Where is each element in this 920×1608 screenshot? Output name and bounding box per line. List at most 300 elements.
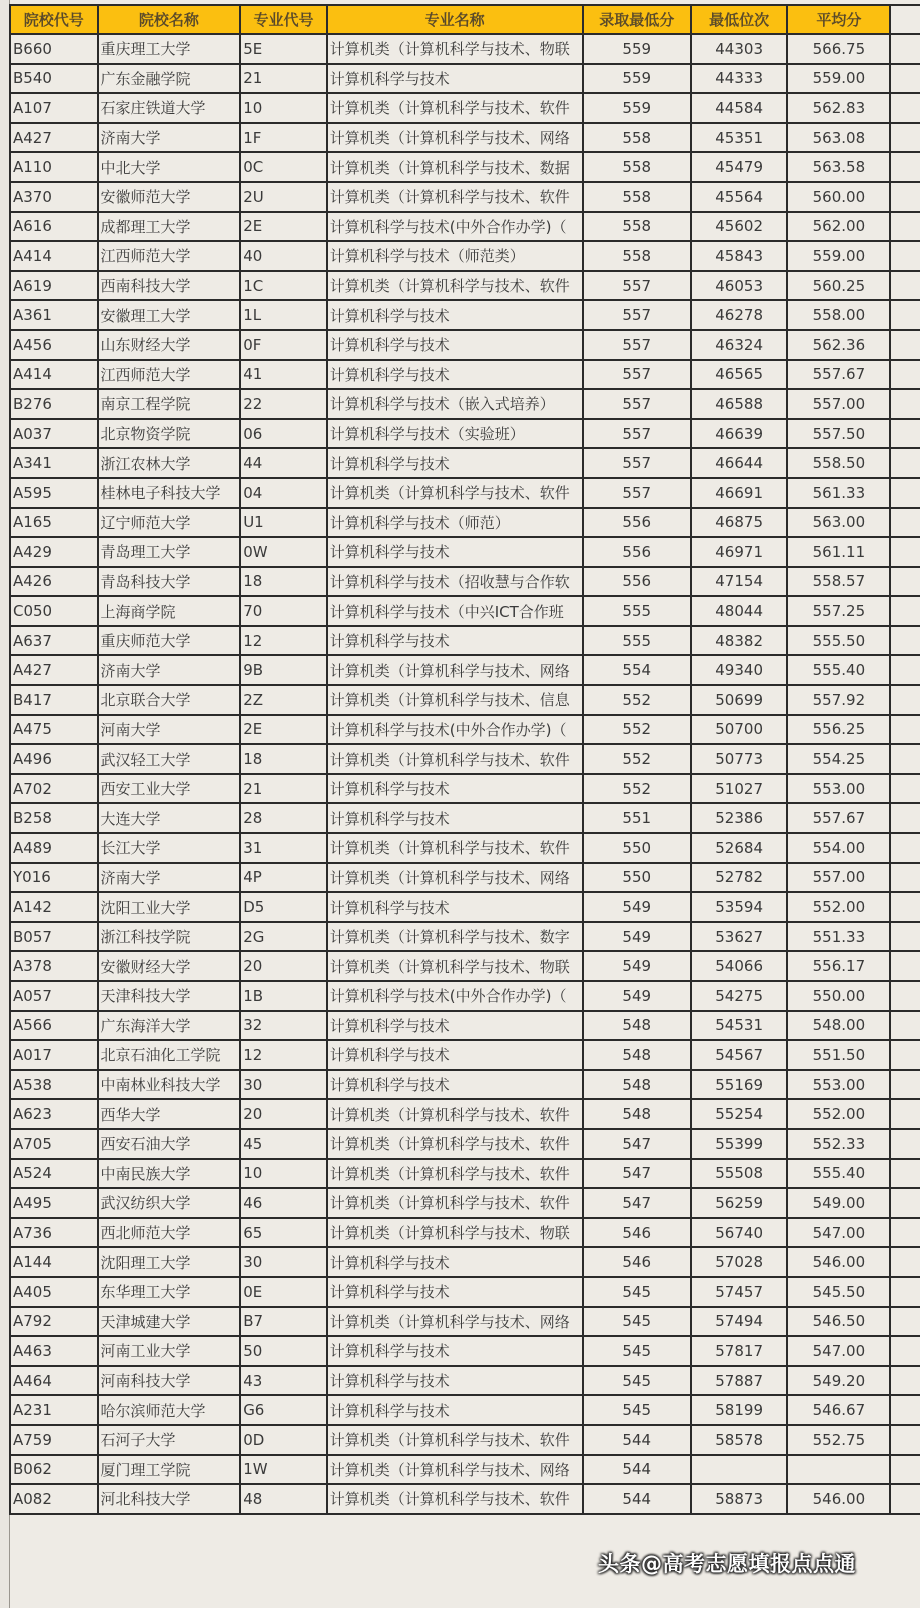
cell-school-code[interactable]: A538 <box>10 1070 98 1100</box>
cell-extra[interactable] <box>890 64 920 94</box>
cell-min-rank[interactable]: 57887 <box>691 1366 787 1396</box>
cell-major-code[interactable]: 30 <box>240 1070 327 1100</box>
cell-extra[interactable] <box>890 1336 920 1366</box>
cell-school-name[interactable]: 河南科技大学 <box>98 1366 241 1396</box>
cell-avg-score[interactable]: 550.00 <box>787 981 890 1011</box>
cell-extra[interactable] <box>890 271 920 301</box>
cell-min-rank[interactable]: 50773 <box>691 744 787 774</box>
cell-avg-score[interactable]: 558.00 <box>787 300 890 330</box>
cell-avg-score[interactable]: 546.50 <box>787 1307 890 1337</box>
cell-avg-score[interactable]: 562.36 <box>787 330 890 360</box>
cell-major-code[interactable]: 22 <box>240 389 327 419</box>
cell-min-score[interactable]: 547 <box>583 1159 691 1189</box>
cell-min-rank[interactable]: 54066 <box>691 951 787 981</box>
cell-min-rank[interactable]: 52782 <box>691 863 787 893</box>
cell-major-name[interactable]: 计算机科学与技术 <box>327 360 583 390</box>
cell-min-rank[interactable]: 46565 <box>691 360 787 390</box>
cell-avg-score[interactable]: 557.00 <box>787 863 890 893</box>
cell-major-code[interactable]: 2E <box>240 212 327 242</box>
cell-min-score[interactable]: 558 <box>583 123 691 153</box>
cell-avg-score[interactable]: 557.00 <box>787 389 890 419</box>
cell-school-code[interactable]: A702 <box>10 774 98 804</box>
cell-min-score[interactable]: 555 <box>583 626 691 656</box>
cell-min-rank[interactable]: 46875 <box>691 508 787 538</box>
cell-avg-score[interactable]: 561.11 <box>787 537 890 567</box>
cell-min-score[interactable]: 545 <box>583 1336 691 1366</box>
cell-extra[interactable] <box>890 1188 920 1218</box>
cell-school-name[interactable]: 哈尔滨师范大学 <box>98 1395 241 1425</box>
cell-avg-score[interactable]: 562.83 <box>787 93 890 123</box>
cell-major-name[interactable]: 计算机类（计算机科学与技术、软件 <box>327 833 583 863</box>
cell-major-code[interactable]: 1B <box>240 981 327 1011</box>
cell-avg-score[interactable]: 549.00 <box>787 1188 890 1218</box>
cell-extra[interactable] <box>890 34 920 64</box>
cell-min-score[interactable]: 557 <box>583 419 691 449</box>
cell-extra[interactable] <box>890 567 920 597</box>
cell-min-rank[interactable]: 46588 <box>691 389 787 419</box>
cell-extra[interactable] <box>890 182 920 212</box>
cell-min-rank[interactable]: 46324 <box>691 330 787 360</box>
cell-avg-score[interactable]: 562.00 <box>787 212 890 242</box>
cell-major-code[interactable]: 12 <box>240 626 327 656</box>
cell-major-code[interactable]: 0W <box>240 537 327 567</box>
cell-major-name[interactable]: 计算机科学与技术(中外合作办学)（ <box>327 981 583 1011</box>
cell-min-rank[interactable]: 58199 <box>691 1395 787 1425</box>
cell-school-name[interactable]: 北京石油化工学院 <box>98 1040 241 1070</box>
cell-min-rank[interactable]: 52684 <box>691 833 787 863</box>
cell-school-code[interactable]: A524 <box>10 1159 98 1189</box>
cell-school-name[interactable]: 济南大学 <box>98 123 241 153</box>
cell-major-code[interactable]: 65 <box>240 1218 327 1248</box>
cell-min-rank[interactable]: 46278 <box>691 300 787 330</box>
cell-school-name[interactable]: 济南大学 <box>98 655 241 685</box>
cell-major-code[interactable]: 12 <box>240 1040 327 1070</box>
cell-extra[interactable] <box>890 1040 920 1070</box>
cell-major-name[interactable]: 计算机科学与技术 <box>327 64 583 94</box>
cell-min-score[interactable]: 554 <box>583 655 691 685</box>
cell-min-score[interactable]: 552 <box>583 774 691 804</box>
cell-extra[interactable] <box>890 951 920 981</box>
cell-major-name[interactable]: 计算机类（计算机科学与技术、网络 <box>327 1307 583 1337</box>
cell-avg-score[interactable]: 563.00 <box>787 508 890 538</box>
cell-major-name[interactable]: 计算机类（计算机科学与技术、数据 <box>327 152 583 182</box>
cell-min-rank[interactable]: 54531 <box>691 1011 787 1041</box>
cell-min-rank[interactable]: 46691 <box>691 478 787 508</box>
cell-min-rank[interactable]: 45602 <box>691 212 787 242</box>
cell-major-name[interactable]: 计算机科学与技术 <box>327 448 583 478</box>
cell-major-code[interactable]: 10 <box>240 1159 327 1189</box>
cell-school-name[interactable]: 石河子大学 <box>98 1425 241 1455</box>
cell-min-rank[interactable]: 46053 <box>691 271 787 301</box>
cell-extra[interactable] <box>890 1455 920 1485</box>
cell-major-code[interactable]: 1W <box>240 1455 327 1485</box>
header-school-name[interactable]: 院校名称 <box>98 5 241 34</box>
cell-min-rank[interactable]: 47154 <box>691 567 787 597</box>
cell-min-rank[interactable]: 55254 <box>691 1099 787 1129</box>
cell-school-name[interactable]: 江西师范大学 <box>98 360 241 390</box>
cell-school-code[interactable]: A414 <box>10 360 98 390</box>
cell-extra[interactable] <box>890 1277 920 1307</box>
cell-major-code[interactable]: 06 <box>240 419 327 449</box>
cell-avg-score[interactable]: 546.00 <box>787 1484 890 1514</box>
cell-major-name[interactable]: 计算机科学与技术 <box>327 774 583 804</box>
cell-min-rank[interactable]: 54275 <box>691 981 787 1011</box>
header-major-name[interactable]: 专业名称 <box>327 5 583 34</box>
cell-school-name[interactable]: 广东海洋大学 <box>98 1011 241 1041</box>
cell-extra[interactable] <box>890 330 920 360</box>
cell-min-score[interactable]: 545 <box>583 1307 691 1337</box>
cell-avg-score[interactable]: 547.00 <box>787 1336 890 1366</box>
cell-major-name[interactable]: 计算机科学与技术 <box>327 1040 583 1070</box>
cell-extra[interactable] <box>890 241 920 271</box>
cell-major-name[interactable]: 计算机科学与技术 <box>327 1336 583 1366</box>
cell-school-code[interactable]: A759 <box>10 1425 98 1455</box>
cell-avg-score[interactable]: 553.00 <box>787 1070 890 1100</box>
cell-major-code[interactable]: 9B <box>240 655 327 685</box>
cell-major-name[interactable]: 计算机科学与技术（师范类） <box>327 241 583 271</box>
cell-min-score[interactable]: 557 <box>583 448 691 478</box>
cell-min-rank[interactable]: 45479 <box>691 152 787 182</box>
cell-min-score[interactable]: 557 <box>583 300 691 330</box>
cell-major-code[interactable]: 04 <box>240 478 327 508</box>
cell-min-score[interactable]: 550 <box>583 863 691 893</box>
cell-min-rank[interactable]: 48382 <box>691 626 787 656</box>
cell-school-name[interactable]: 河南大学 <box>98 715 241 745</box>
header-extra-column[interactable] <box>890 5 920 34</box>
cell-major-name[interactable]: 计算机科学与技术 <box>327 1395 583 1425</box>
cell-school-code[interactable]: A616 <box>10 212 98 242</box>
cell-school-name[interactable]: 山东财经大学 <box>98 330 241 360</box>
cell-major-name[interactable]: 计算机科学与技术 <box>327 626 583 656</box>
cell-school-code[interactable]: A456 <box>10 330 98 360</box>
cell-school-code[interactable]: A623 <box>10 1099 98 1129</box>
cell-min-score[interactable]: 558 <box>583 152 691 182</box>
cell-major-name[interactable]: 计算机科学与技术（师范） <box>327 508 583 538</box>
cell-school-name[interactable]: 天津城建大学 <box>98 1307 241 1337</box>
cell-major-name[interactable]: 计算机科学与技术（嵌入式培养） <box>327 389 583 419</box>
cell-min-score[interactable]: 547 <box>583 1188 691 1218</box>
cell-major-code[interactable]: 32 <box>240 1011 327 1041</box>
cell-school-code[interactable]: A341 <box>10 448 98 478</box>
cell-min-score[interactable]: 557 <box>583 271 691 301</box>
cell-extra[interactable] <box>890 685 920 715</box>
cell-extra[interactable] <box>890 152 920 182</box>
cell-min-score[interactable]: 545 <box>583 1277 691 1307</box>
cell-major-code[interactable]: 0D <box>240 1425 327 1455</box>
cell-min-rank[interactable]: 46639 <box>691 419 787 449</box>
cell-major-name[interactable]: 计算机类（计算机科学与技术、物联 <box>327 34 583 64</box>
cell-major-code[interactable]: 20 <box>240 1099 327 1129</box>
cell-min-score[interactable]: 556 <box>583 537 691 567</box>
cell-min-rank[interactable]: 54567 <box>691 1040 787 1070</box>
cell-school-name[interactable]: 北京联合大学 <box>98 685 241 715</box>
cell-school-code[interactable]: B258 <box>10 803 98 833</box>
cell-min-rank[interactable]: 56259 <box>691 1188 787 1218</box>
cell-school-name[interactable]: 济南大学 <box>98 863 241 893</box>
cell-major-name[interactable]: 计算机类（计算机科学与技术、网络 <box>327 123 583 153</box>
cell-school-code[interactable]: A144 <box>10 1247 98 1277</box>
cell-extra[interactable] <box>890 448 920 478</box>
cell-min-score[interactable]: 557 <box>583 478 691 508</box>
cell-avg-score[interactable]: 559.00 <box>787 64 890 94</box>
cell-min-rank[interactable]: 56740 <box>691 1218 787 1248</box>
cell-school-name[interactable]: 青岛理工大学 <box>98 537 241 567</box>
cell-min-score[interactable]: 548 <box>583 1040 691 1070</box>
cell-major-name[interactable]: 计算机科学与技术 <box>327 1277 583 1307</box>
cell-school-code[interactable]: A378 <box>10 951 98 981</box>
cell-min-rank[interactable]: 46644 <box>691 448 787 478</box>
cell-avg-score[interactable]: 557.25 <box>787 596 890 626</box>
cell-major-code[interactable]: B7 <box>240 1307 327 1337</box>
cell-min-rank[interactable]: 45564 <box>691 182 787 212</box>
cell-major-name[interactable]: 计算机类（计算机科学与技术、信息 <box>327 685 583 715</box>
cell-major-name[interactable]: 计算机类（计算机科学与技术、软件 <box>327 182 583 212</box>
cell-extra[interactable] <box>890 655 920 685</box>
cell-school-name[interactable]: 安徽财经大学 <box>98 951 241 981</box>
cell-school-name[interactable]: 中南民族大学 <box>98 1159 241 1189</box>
cell-major-name[interactable]: 计算机类（计算机科学与技术、网络 <box>327 655 583 685</box>
cell-avg-score[interactable]: 553.00 <box>787 774 890 804</box>
cell-school-code[interactable]: A495 <box>10 1188 98 1218</box>
cell-major-name[interactable]: 计算机科学与技术（中兴ICT合作班 <box>327 596 583 626</box>
cell-avg-score[interactable]: 546.00 <box>787 1247 890 1277</box>
cell-major-name[interactable]: 计算机类（计算机科学与技术、软件 <box>327 1099 583 1129</box>
cell-min-rank[interactable]: 53627 <box>691 922 787 952</box>
cell-avg-score[interactable]: 558.50 <box>787 448 890 478</box>
cell-min-rank[interactable]: 55399 <box>691 1129 787 1159</box>
cell-min-score[interactable]: 544 <box>583 1455 691 1485</box>
cell-school-code[interactable]: B660 <box>10 34 98 64</box>
header-min-score[interactable]: 录取最低分 <box>583 5 691 34</box>
cell-school-code[interactable]: B062 <box>10 1455 98 1485</box>
cell-major-name[interactable]: 计算机类（计算机科学与技术、软件 <box>327 271 583 301</box>
cell-min-score[interactable]: 545 <box>583 1395 691 1425</box>
cell-extra[interactable] <box>890 596 920 626</box>
cell-school-name[interactable]: 长江大学 <box>98 833 241 863</box>
cell-avg-score[interactable]: 551.33 <box>787 922 890 952</box>
cell-major-name[interactable]: 计算机科学与技术 <box>327 803 583 833</box>
cell-major-code[interactable]: 28 <box>240 803 327 833</box>
cell-major-name[interactable]: 计算机科学与技术 <box>327 537 583 567</box>
cell-major-code[interactable]: 40 <box>240 241 327 271</box>
cell-school-name[interactable]: 沈阳工业大学 <box>98 892 241 922</box>
cell-major-code[interactable]: 0F <box>240 330 327 360</box>
cell-major-code[interactable]: 1C <box>240 271 327 301</box>
cell-avg-score[interactable] <box>787 1455 890 1485</box>
cell-school-name[interactable]: 重庆师范大学 <box>98 626 241 656</box>
cell-min-rank[interactable]: 58578 <box>691 1425 787 1455</box>
cell-major-name[interactable]: 计算机科学与技术 <box>327 1070 583 1100</box>
cell-avg-score[interactable]: 557.67 <box>787 803 890 833</box>
cell-min-score[interactable]: 556 <box>583 508 691 538</box>
cell-min-score[interactable]: 548 <box>583 1070 691 1100</box>
cell-school-code[interactable]: A463 <box>10 1336 98 1366</box>
cell-min-rank[interactable]: 44333 <box>691 64 787 94</box>
cell-major-code[interactable]: G6 <box>240 1395 327 1425</box>
cell-extra[interactable] <box>890 981 920 1011</box>
cell-extra[interactable] <box>890 1395 920 1425</box>
cell-min-score[interactable]: 557 <box>583 360 691 390</box>
cell-avg-score[interactable]: 566.75 <box>787 34 890 64</box>
cell-min-score[interactable]: 549 <box>583 892 691 922</box>
cell-min-score[interactable]: 559 <box>583 34 691 64</box>
cell-major-name[interactable]: 计算机科学与技术 <box>327 1366 583 1396</box>
cell-min-score[interactable]: 549 <box>583 981 691 1011</box>
cell-school-code[interactable]: B057 <box>10 922 98 952</box>
cell-school-code[interactable]: A142 <box>10 892 98 922</box>
cell-school-code[interactable]: A057 <box>10 981 98 1011</box>
cell-school-name[interactable]: 北京物资学院 <box>98 419 241 449</box>
cell-school-code[interactable]: A427 <box>10 655 98 685</box>
cell-school-name[interactable]: 浙江农林大学 <box>98 448 241 478</box>
cell-school-name[interactable]: 安徽理工大学 <box>98 300 241 330</box>
cell-school-code[interactable]: A705 <box>10 1129 98 1159</box>
cell-avg-score[interactable]: 552.75 <box>787 1425 890 1455</box>
cell-school-name[interactable]: 天津科技大学 <box>98 981 241 1011</box>
cell-extra[interactable] <box>890 478 920 508</box>
cell-min-score[interactable]: 547 <box>583 1129 691 1159</box>
cell-school-name[interactable]: 石家庄铁道大学 <box>98 93 241 123</box>
cell-extra[interactable] <box>890 1425 920 1455</box>
cell-extra[interactable] <box>890 419 920 449</box>
cell-major-code[interactable]: 50 <box>240 1336 327 1366</box>
cell-avg-score[interactable]: 556.25 <box>787 715 890 745</box>
cell-school-code[interactable]: A361 <box>10 300 98 330</box>
cell-extra[interactable] <box>890 922 920 952</box>
cell-school-code[interactable]: A736 <box>10 1218 98 1248</box>
cell-school-code[interactable]: A566 <box>10 1011 98 1041</box>
cell-min-score[interactable]: 552 <box>583 685 691 715</box>
cell-school-name[interactable]: 桂林电子科技大学 <box>98 478 241 508</box>
cell-avg-score[interactable]: 561.33 <box>787 478 890 508</box>
cell-school-name[interactable]: 成都理工大学 <box>98 212 241 242</box>
cell-major-name[interactable]: 计算机类（计算机科学与技术、软件 <box>327 1484 583 1514</box>
cell-min-score[interactable]: 558 <box>583 241 691 271</box>
cell-min-score[interactable]: 546 <box>583 1247 691 1277</box>
header-school-code[interactable]: 院校代号 <box>10 5 98 34</box>
cell-school-code[interactable]: A429 <box>10 537 98 567</box>
cell-major-code[interactable]: 21 <box>240 774 327 804</box>
cell-min-score[interactable]: 559 <box>583 64 691 94</box>
cell-extra[interactable] <box>890 1159 920 1189</box>
cell-school-name[interactable]: 西安石油大学 <box>98 1129 241 1159</box>
cell-major-code[interactable]: 2U <box>240 182 327 212</box>
cell-extra[interactable] <box>890 626 920 656</box>
cell-avg-score[interactable]: 560.00 <box>787 182 890 212</box>
cell-min-score[interactable]: 552 <box>583 715 691 745</box>
cell-major-code[interactable]: 4P <box>240 863 327 893</box>
cell-major-name[interactable]: 计算机类（计算机科学与技术、软件 <box>327 478 583 508</box>
cell-school-name[interactable]: 上海商学院 <box>98 596 241 626</box>
cell-avg-score[interactable]: 552.00 <box>787 1099 890 1129</box>
cell-extra[interactable] <box>890 863 920 893</box>
cell-major-name[interactable]: 计算机类（计算机科学与技术、软件 <box>327 1425 583 1455</box>
cell-school-name[interactable]: 西北师范大学 <box>98 1218 241 1248</box>
cell-major-code[interactable]: 20 <box>240 951 327 981</box>
cell-school-name[interactable]: 河南工业大学 <box>98 1336 241 1366</box>
cell-extra[interactable] <box>890 123 920 153</box>
cell-major-name[interactable]: 计算机科学与技术 <box>327 1247 583 1277</box>
cell-extra[interactable] <box>890 537 920 567</box>
cell-avg-score[interactable]: 547.00 <box>787 1218 890 1248</box>
cell-min-rank[interactable]: 50699 <box>691 685 787 715</box>
cell-min-rank[interactable] <box>691 1455 787 1485</box>
cell-major-code[interactable]: 1L <box>240 300 327 330</box>
cell-school-name[interactable]: 武汉纺织大学 <box>98 1188 241 1218</box>
cell-major-code[interactable]: 30 <box>240 1247 327 1277</box>
cell-major-code[interactable]: 2E <box>240 715 327 745</box>
cell-min-rank[interactable]: 51027 <box>691 774 787 804</box>
cell-major-code[interactable]: U1 <box>240 508 327 538</box>
cell-major-code[interactable]: 10 <box>240 93 327 123</box>
cell-school-name[interactable]: 重庆理工大学 <box>98 34 241 64</box>
cell-school-name[interactable]: 中北大学 <box>98 152 241 182</box>
cell-major-code[interactable]: 5E <box>240 34 327 64</box>
cell-school-code[interactable]: A405 <box>10 1277 98 1307</box>
cell-avg-score[interactable]: 557.50 <box>787 419 890 449</box>
cell-major-code[interactable]: 0C <box>240 152 327 182</box>
cell-major-name[interactable]: 计算机类（计算机科学与技术、网络 <box>327 863 583 893</box>
cell-major-code[interactable]: 48 <box>240 1484 327 1514</box>
cell-avg-score[interactable]: 548.00 <box>787 1011 890 1041</box>
cell-school-name[interactable]: 武汉轻工大学 <box>98 744 241 774</box>
cell-avg-score[interactable]: 557.92 <box>787 685 890 715</box>
cell-min-score[interactable]: 552 <box>583 744 691 774</box>
cell-extra[interactable] <box>890 1366 920 1396</box>
cell-avg-score[interactable]: 556.17 <box>787 951 890 981</box>
cell-min-score[interactable]: 546 <box>583 1218 691 1248</box>
cell-school-name[interactable]: 河北科技大学 <box>98 1484 241 1514</box>
cell-min-score[interactable]: 558 <box>583 182 691 212</box>
cell-major-code[interactable]: 45 <box>240 1129 327 1159</box>
cell-min-score[interactable]: 549 <box>583 922 691 952</box>
cell-school-name[interactable]: 辽宁师范大学 <box>98 508 241 538</box>
cell-major-code[interactable]: 44 <box>240 448 327 478</box>
cell-min-rank[interactable]: 44303 <box>691 34 787 64</box>
cell-min-score[interactable]: 558 <box>583 212 691 242</box>
cell-school-code[interactable]: A427 <box>10 123 98 153</box>
cell-min-rank[interactable]: 57817 <box>691 1336 787 1366</box>
cell-school-code[interactable]: A414 <box>10 241 98 271</box>
cell-min-score[interactable]: 544 <box>583 1484 691 1514</box>
cell-major-code[interactable]: 31 <box>240 833 327 863</box>
cell-avg-score[interactable]: 552.00 <box>787 892 890 922</box>
cell-school-code[interactable]: B276 <box>10 389 98 419</box>
cell-min-score[interactable]: 555 <box>583 596 691 626</box>
cell-avg-score[interactable]: 555.40 <box>787 1159 890 1189</box>
cell-extra[interactable] <box>890 715 920 745</box>
cell-major-code[interactable]: 46 <box>240 1188 327 1218</box>
cell-min-score[interactable]: 550 <box>583 833 691 863</box>
cell-school-code[interactable]: A110 <box>10 152 98 182</box>
cell-min-score[interactable]: 556 <box>583 567 691 597</box>
cell-major-code[interactable]: 2G <box>240 922 327 952</box>
cell-extra[interactable] <box>890 1070 920 1100</box>
cell-school-code[interactable]: A017 <box>10 1040 98 1070</box>
cell-min-rank[interactable]: 50700 <box>691 715 787 745</box>
cell-avg-score[interactable]: 559.00 <box>787 241 890 271</box>
cell-major-name[interactable]: 计算机类（计算机科学与技术、物联 <box>327 1218 583 1248</box>
cell-extra[interactable] <box>890 833 920 863</box>
cell-avg-score[interactable]: 563.58 <box>787 152 890 182</box>
cell-school-code[interactable]: A595 <box>10 478 98 508</box>
cell-min-score[interactable]: 548 <box>583 1011 691 1041</box>
cell-extra[interactable] <box>890 1484 920 1514</box>
cell-major-name[interactable]: 计算机科学与技术（招收慧与合作软 <box>327 567 583 597</box>
cell-major-name[interactable]: 计算机类（计算机科学与技术、软件 <box>327 744 583 774</box>
cell-min-score[interactable]: 545 <box>583 1366 691 1396</box>
cell-extra[interactable] <box>890 744 920 774</box>
